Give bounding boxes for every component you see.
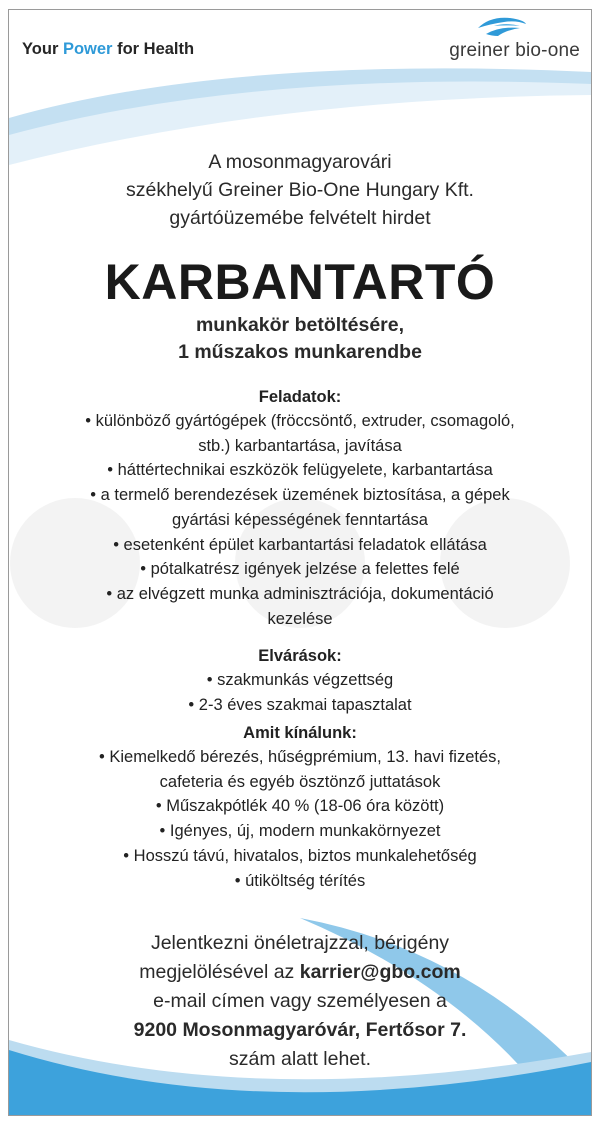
offer-line: • Hosszú távú, hivatalos, biztos munkalehetőség bbox=[123, 846, 477, 865]
offer-heading: Amit kínálunk: bbox=[243, 724, 357, 742]
logo-swirl-icon bbox=[476, 14, 528, 38]
tagline-prefix: Your bbox=[22, 40, 63, 58]
closing-line: szám alatt lehet. bbox=[229, 1048, 371, 1070]
offer-section bbox=[20, 721, 580, 893]
task-line: kezelése bbox=[267, 609, 333, 628]
job-title: KARBANTARTÓ bbox=[104, 254, 496, 310]
task-line: • pótalkatrész igények jelzése a felettes felé bbox=[140, 560, 460, 579]
task-line: • esetenként épület karbantartási feladatok ellátása bbox=[113, 535, 487, 554]
offer-line: • útiköltség térítés bbox=[234, 871, 366, 890]
requirement-line: • szakmunkás végzettség bbox=[206, 671, 394, 689]
requirement-line: • 2-3 éves szakmai tapasztalat bbox=[188, 695, 412, 714]
contact-address: 9200 Mosonmagyaróvár, Fertősor 7. bbox=[133, 1019, 467, 1041]
closing-line: Jelentkezni önéletrajzzal, bérigény bbox=[150, 932, 450, 954]
subtitle-line: munkakör betöltésére, bbox=[195, 314, 405, 336]
closing-line bbox=[20, 958, 580, 987]
intro-line: gyártóüzemébe felvételt hirdet bbox=[169, 207, 431, 229]
brand-name: greiner bio-one bbox=[449, 40, 580, 61]
offer-line: • Igényes, új, modern munkakörnyezet bbox=[159, 822, 441, 841]
tasks-heading: Feladatok: bbox=[258, 388, 342, 406]
task-line: • különböző gyártógépek (fröccsöntő, extruder, csomagoló, bbox=[85, 412, 515, 430]
contact-email[interactable]: karrier@gbo.com bbox=[299, 961, 461, 983]
task-line: gyártási képességének fenntartása bbox=[172, 510, 428, 529]
task-line: • az elvégzett munka adminisztrációja, dokumentáció bbox=[106, 584, 494, 603]
intro-line: székhelyű Greiner Bio-One Hungary Kft. bbox=[126, 179, 474, 201]
task-line: • háttértechnikai eszközök felügyelete, karbantartása bbox=[107, 461, 493, 480]
task-line: • a termelő berendezések üzemének biztosítása, a gépek bbox=[90, 486, 510, 505]
tagline-power: Power bbox=[62, 40, 113, 58]
tasks-section bbox=[20, 385, 580, 631]
subtitle-line: 1 műszakos munkarendbe bbox=[178, 341, 422, 363]
offer-line: • Kiemelkedő bérezés, hűségprémium, 13. havi fizetés, bbox=[99, 748, 501, 766]
task-line: stb.) karbantartása, javítása bbox=[198, 436, 402, 455]
offer-line: cafeteria és egyéb ösztönző juttatások bbox=[159, 772, 441, 791]
offer-line: • Műszakpótlék 40 % (18-06 óra között) bbox=[155, 797, 445, 816]
requirements-section bbox=[20, 644, 580, 717]
company-logo bbox=[449, 14, 580, 62]
application-instructions bbox=[20, 929, 580, 1074]
closing-line: e-mail címen vagy személyesen a bbox=[153, 990, 447, 1012]
tagline bbox=[22, 40, 194, 59]
intro-text bbox=[20, 148, 580, 232]
closing-text: megjelölésével az bbox=[139, 961, 300, 983]
intro-line: A mosonmagyarovári bbox=[208, 151, 392, 173]
requirements-heading: Elvárások: bbox=[258, 647, 342, 665]
tagline-suffix: for Health bbox=[112, 40, 195, 58]
job-subtitle bbox=[20, 312, 580, 366]
